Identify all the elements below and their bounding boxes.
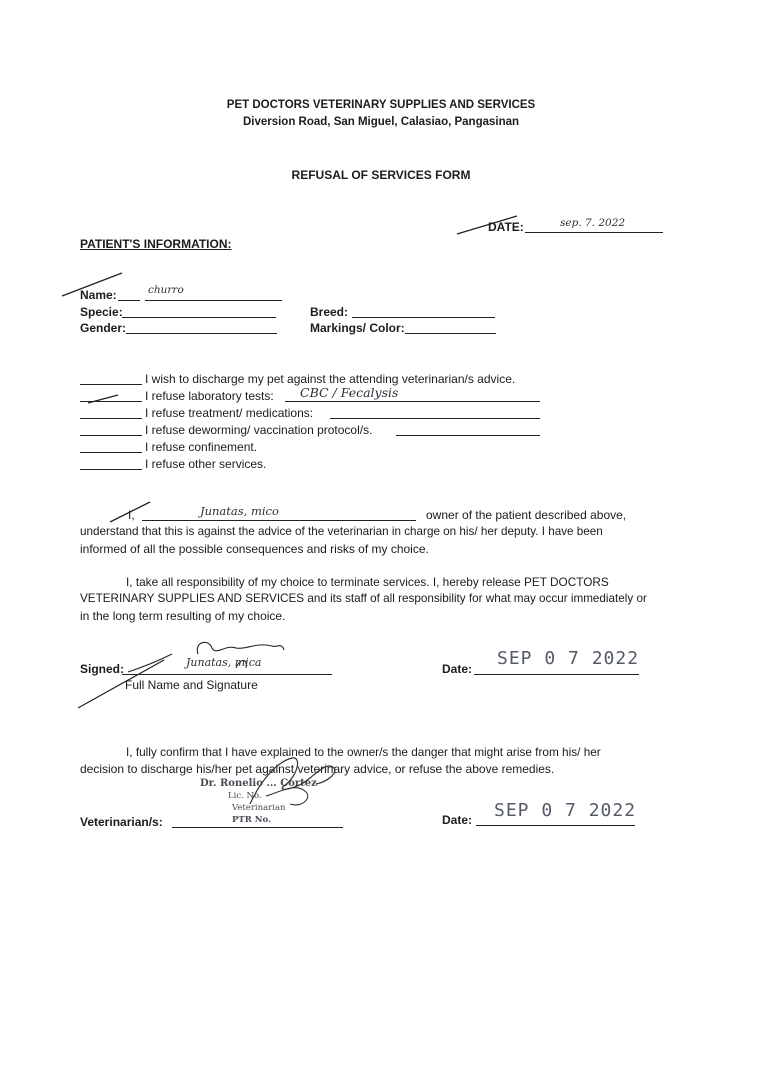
name-line-b (145, 300, 282, 301)
option-4-text: I refuse deworming/ vaccination protocol/s. (145, 423, 373, 437)
vet-date-line (476, 825, 635, 826)
option-3-text: I refuse treatment/ medications: (145, 406, 314, 420)
breed-field (352, 317, 495, 318)
signed-date-label: Date: (442, 662, 473, 676)
vet-stamp-role: Veterinarian (232, 803, 286, 813)
vet-date-label: Date: (442, 813, 473, 827)
option-2-detail-line (285, 401, 540, 402)
company-name: PET DOCTORS VETERINARY SUPPLIES AND SERVICES (226, 99, 536, 111)
veterinarian-line (172, 827, 343, 828)
option-5-blank (80, 452, 142, 453)
name-label: Name: (80, 288, 117, 302)
check-strike-mark (455, 212, 525, 238)
option-3-detail-line (330, 418, 540, 419)
patient-section-title: PATIENT'S INFORMATION: (80, 237, 232, 251)
date-top-line (525, 232, 663, 233)
specie-label: Specie: (80, 305, 123, 319)
markings-label: Markings/ Color: (310, 321, 405, 335)
company-address: Diversion Road, San Miguel, Calasiao, Pangasinan (242, 116, 520, 128)
signed-label: Signed: (80, 662, 124, 676)
option-4-detail-line (396, 435, 540, 436)
signed-date-stamp: SEP 0 7 2022 (497, 648, 640, 669)
owner-name-line (142, 520, 416, 521)
gender-label: Gender: (80, 321, 127, 335)
owner-name: Junatas, mico (200, 504, 279, 518)
owner-line3: informed of all the possible consequences and risks of my choice. (80, 542, 429, 556)
gender-field (126, 333, 277, 334)
vet-stamp-name: Dr. Ronelio ... Cortez (200, 778, 317, 789)
confirmation-line1: I, fully confirm that I have explained to the owner/s the danger that might arise from his/ her (126, 745, 601, 759)
name-value: churro (148, 284, 184, 296)
confirmation-line2: decision to discharge his/her pet against veterinary advice, or refuse the above remedies. (80, 762, 555, 776)
option-5-text: I refuse confinement. (145, 440, 258, 454)
signed-date-line (474, 674, 639, 675)
date-top-label: DATE: (488, 220, 524, 234)
markings-field (405, 333, 496, 334)
vet-date-stamp: SEP 0 7 2022 (494, 800, 637, 821)
specie-field (122, 317, 276, 318)
responsibility-line3: in the long term resulting of my choice. (80, 609, 286, 623)
veterinarian-signature (236, 752, 346, 822)
breed-label: Breed: (310, 305, 349, 319)
owner-signature (76, 636, 296, 712)
signed-caption: Full Name and Signature (125, 678, 258, 692)
option-1-blank (80, 384, 142, 385)
responsibility-line1: I, take all responsibility of my choice to terminate services. I, hereby release PET DOCTORS (126, 575, 609, 589)
signed-name: Junatas, mica (186, 656, 262, 669)
option-4-blank (80, 435, 142, 436)
name-line-a (118, 300, 140, 301)
vet-stamp-lic: Lic. No. (228, 791, 262, 801)
option-6-blank (80, 469, 142, 470)
responsibility-line2: VETERINARY SUPPLIES AND SERVICES and its staff of all responsibility for what may occur immediately or (80, 592, 647, 605)
owner-line1-rest: owner of the patient described above, (426, 508, 627, 522)
owner-prefix: I, (128, 508, 135, 522)
option-2-text: I refuse laboratory tests: (145, 389, 274, 403)
option-3-blank (80, 418, 142, 419)
option-2-check-mark (86, 393, 126, 405)
vet-stamp-ptr: PTR No. (232, 815, 271, 825)
option-1-text: I wish to discharge my pet against the attending veterinarian/s advice. (145, 372, 516, 386)
option-6-text: I refuse other services. (145, 457, 267, 471)
form-title: REFUSAL OF SERVICES FORM (291, 168, 471, 182)
owner-line2: understand that this is against the advice of the veterinarian in charge on his/ her deputy. I have been (80, 525, 603, 538)
date-top-value: sep. 7. 2022 (560, 217, 626, 229)
veterinarian-label: Veterinarian/s: (80, 815, 163, 829)
option-2-detail: CBC / Fecalysis (300, 385, 399, 400)
